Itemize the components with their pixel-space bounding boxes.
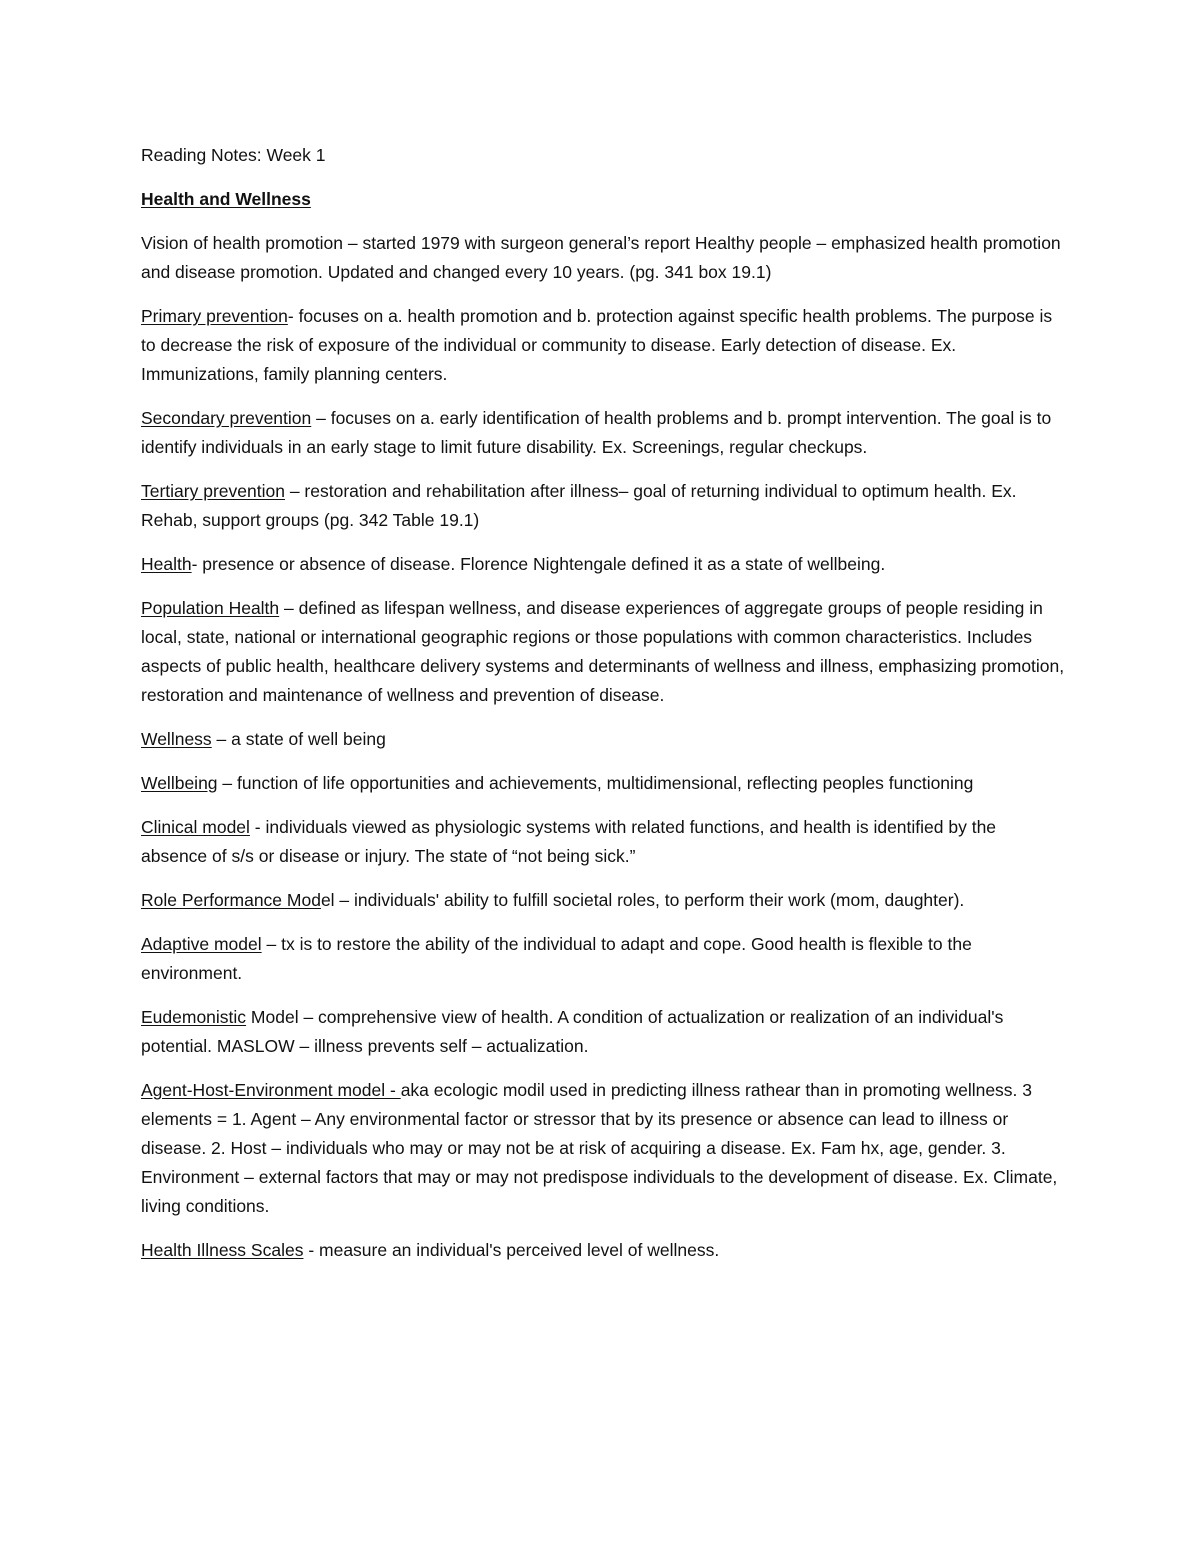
paragraph-text: - individuals viewed as physiologic systems with related functions, and health is identified by the absence of s/s or disease or injury. The state of “not being sick.”	[141, 817, 997, 866]
paragraph-wellness	[141, 725, 1066, 754]
paragraph-text: – function of life opportunities and achievements, multidimensional, reflecting peoples functioning	[217, 773, 974, 793]
paragraph-eudemonistic-model	[141, 1003, 1066, 1061]
paragraph-vision-of-health-promotion	[141, 229, 1066, 287]
paragraph-term: Wellness	[141, 729, 212, 749]
paragraph-health-illness-scales	[141, 1236, 1066, 1265]
paragraph-term: Health Illness Scales	[141, 1240, 304, 1260]
paragraph-text: Vision of health promotion – started 1979 with surgeon general’s report Healthy people – emphasized health promotion and disease promotion. Updated and changed every 10 years. (pg. 341 box 19.1)	[141, 233, 1061, 282]
paragraph-secondary-prevention	[141, 404, 1066, 462]
paragraph-role-performance-model	[141, 886, 1066, 915]
paragraph-term: Secondary prevention	[141, 408, 312, 428]
paragraph-term: Health	[141, 554, 192, 574]
paragraph-text: – tx is to restore the ability of the individual to adapt and cope. Good health is flexible to the environment.	[141, 934, 972, 983]
paragraph-adaptive-model	[141, 930, 1066, 988]
paragraph-text: – a state of well being	[211, 729, 386, 749]
paragraph-tertiary-prevention	[141, 477, 1066, 535]
paragraph-text: – defined as lifespan wellness, and disease experiences of aggregate groups of people residing in local, state, national or international geographic regions or those populations with common characteristics. Includes aspects of public health, healthcare delivery systems and determinants of wellness and illness, emphasizing promotion, restoration and maintenance of wellness and prevention of disease.	[141, 598, 1065, 705]
paragraph-term: Wellbeing	[141, 773, 218, 793]
paragraph-health	[141, 550, 1066, 579]
paragraph-text: – restoration and rehabilitation after illness– goal of returning individual to optimum health. Ex. Rehab, support groups (pg. 342 Table 19.1)	[141, 481, 1017, 530]
section-heading: Health and Wellness	[141, 189, 311, 209]
paragraph-term: Population Health	[141, 598, 280, 618]
paragraph-population-health	[141, 594, 1066, 710]
paragraph-term: Primary prevention	[141, 306, 288, 326]
paragraph-term: Role Performance Mod	[141, 890, 321, 910]
paragraph-text: aka ecologic modil used in predicting illness rathear than in promoting wellness. 3 elements = 1. Agent – Any environmental factor or stressor that by its presence or absence can lead to illness or disease. 2. Host – individuals who may or may not be at risk of acquiring a disease. Ex. Fam hx, age, gender. 3. Environment – external factors that may or may not predispose individuals to the development of disease. Ex. Climate, living conditions.	[141, 1080, 1058, 1216]
paragraph-term: Agent-Host-Environment model -	[141, 1080, 401, 1100]
document-body	[141, 141, 1066, 1280]
paragraph-text: - measure an individual's perceived level of wellness.	[303, 1240, 720, 1260]
paragraph-text: - focuses on a. health promotion and b. protection against specific health problems. The purpose is to decrease the risk of exposure of the individual or community to disease. Early detection of disease. Ex. Immunizations, family planning centers.	[141, 306, 1053, 384]
paragraph-wellbeing	[141, 769, 1066, 798]
paragraph-text: - presence or absence of disease. Florence Nightengale defined it as a state of wellbeing.	[191, 554, 886, 574]
document-title: Reading Notes: Week 1	[141, 145, 326, 165]
paragraph-text: el – individuals' ability to fulfill societal roles, to perform their work (mom, daughter).	[320, 890, 965, 910]
paragraph-primary-prevention	[141, 302, 1066, 389]
paragraph-term: Adaptive model	[141, 934, 262, 954]
paragraph-text: – focuses on a. early identification of health problems and b. prompt intervention. The goal is to identify individuals in an early stage to limit future disability. Ex. Screenings, regular checkups.	[141, 408, 1052, 457]
paragraph-agent-host-environment-model	[141, 1076, 1066, 1221]
paragraph-clinical-model	[141, 813, 1066, 871]
paragraph-term: Clinical model	[141, 817, 250, 837]
paragraph-term: Eudemonistic	[141, 1007, 247, 1027]
paragraph-text: Model – comprehensive view of health. A condition of actualization or realization of an individual's potential. MASLOW – illness prevents self – actualization.	[141, 1007, 1004, 1056]
paragraph-term: Tertiary prevention	[141, 481, 285, 501]
